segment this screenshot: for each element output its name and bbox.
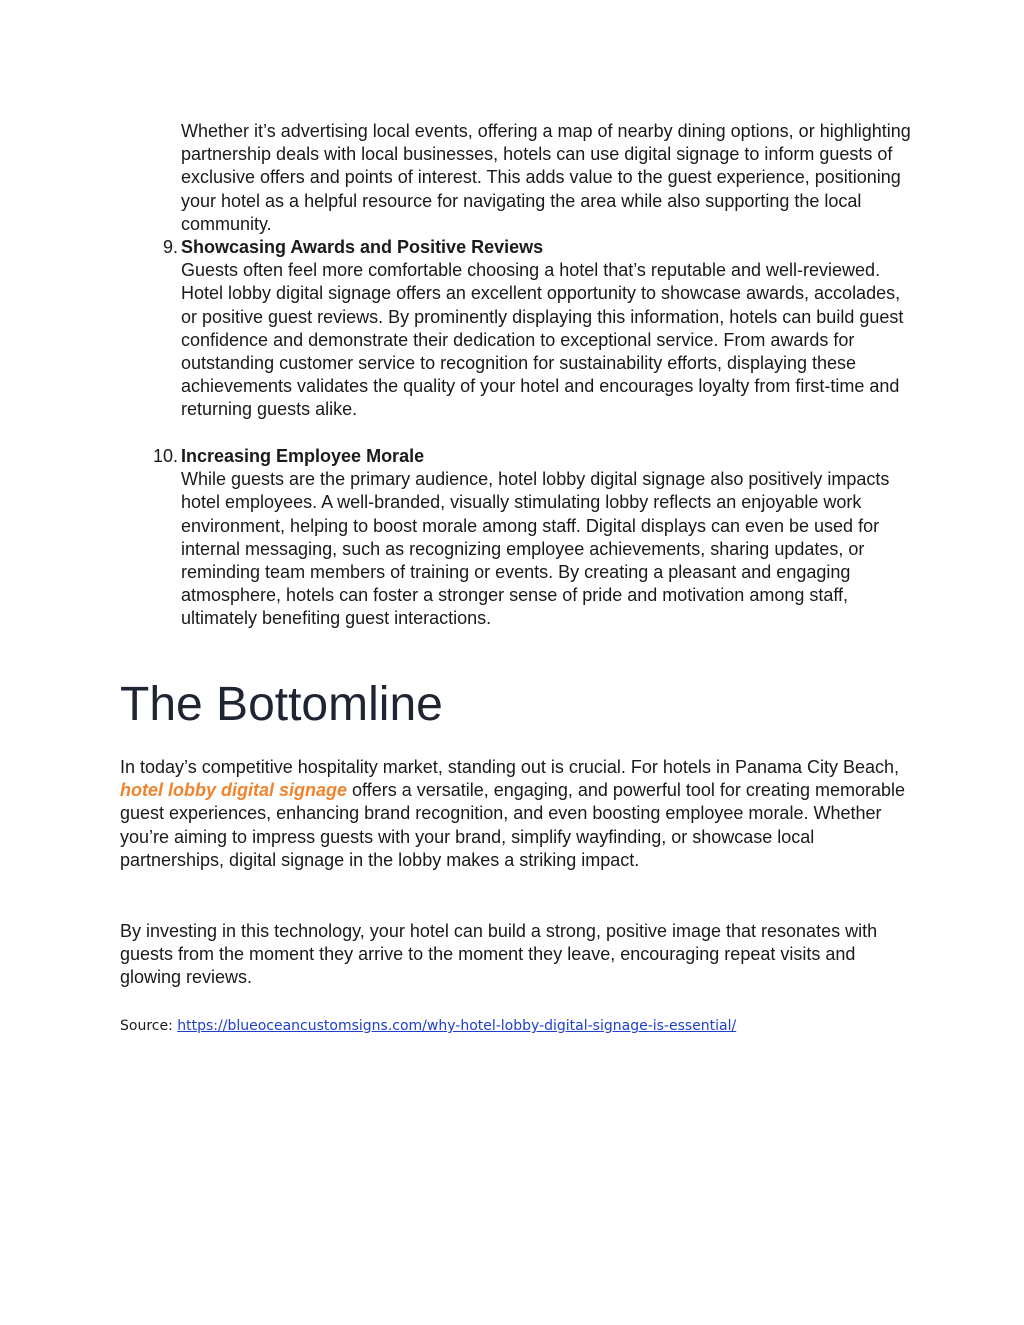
highlighted-keyword-link[interactable]: hotel lobby digital signage: [120, 780, 348, 801]
paragraph-text: offers a versatile, engaging, and powerful tool for creating memorable guest experiences, enhancing brand recognition, and even boosting employee morale. Whether you’re aiming to impress guests with your brand, simplify wayfinding, or showcase local partnerships, digital signage in the lobby makes a striking impact.: [120, 780, 905, 870]
source-label: Source:: [120, 1018, 178, 1034]
section-heading: The Bottomline: [120, 678, 443, 731]
list-item-title: Increasing Employee Morale: [181, 446, 425, 466]
list-item-8-continuation: Whether it’s advertising local events, offering a map of nearby dining options, or highlighting partnership deals with local businesses, hotels can use digital signage to inform guests of exclusive offers and points of interest. This adds value to the guest experience, positioning your hotel as a helpful resource for navigating the area while also supporting the local community.: [181, 121, 911, 234]
paragraph-bottomline-1: [120, 756, 910, 872]
list-item-body: [181, 236, 911, 422]
source-line: [120, 1016, 736, 1036]
list-item-text: While guests are the primary audience, hotel lobby digital signage also positively impacts hotel employees. A well-branded, visually stimulating lobby reflects an enjoyable work environment, helping to boost morale among staff. Digital displays can even be used for internal messaging, such as recognizing employee achievements, sharing updates, or reminding team members of training or events. By creating a pleasant and engaging atmosphere, hotels can foster a stronger sense of pride and motivation among staff, ultimately benefiting guest interactions.: [181, 469, 890, 629]
list-item-text: Guests often feel more comfortable choosing a hotel that’s reputable and well-reviewed. Hotel lobby digital signage offers an excellent opportunity to showcase awards, accolades, or positive guest reviews. By prominently displaying this information, hotels can build guest confidence and demonstrate their dedication to exceptional service. From awards for outstanding customer service to recognition for sustainability efforts, displaying these achievements validates the quality of your hotel and encourages loyalty from first-time and returning guests alike.: [181, 260, 904, 420]
source-link[interactable]: https://blueoceancustomsigns.com/why-hotel-lobby-digital-signage-is-essential/: [177, 1018, 737, 1034]
list-number: 9.: [162, 237, 178, 257]
list-item-body: [181, 445, 911, 631]
paragraph-text: In today’s competitive hospitality market, standing out is crucial. For hotels in Panama City Beach,: [120, 757, 900, 777]
list-item-title: Showcasing Awards and Positive Reviews: [181, 237, 544, 257]
list-number: 10.: [152, 446, 178, 466]
paragraph-bottomline-2: By investing in this technology, your hotel can build a strong, positive image that resonates with guests from the moment they arrive to the moment they leave, encouraging repeat visits and glowing reviews.: [120, 921, 878, 988]
